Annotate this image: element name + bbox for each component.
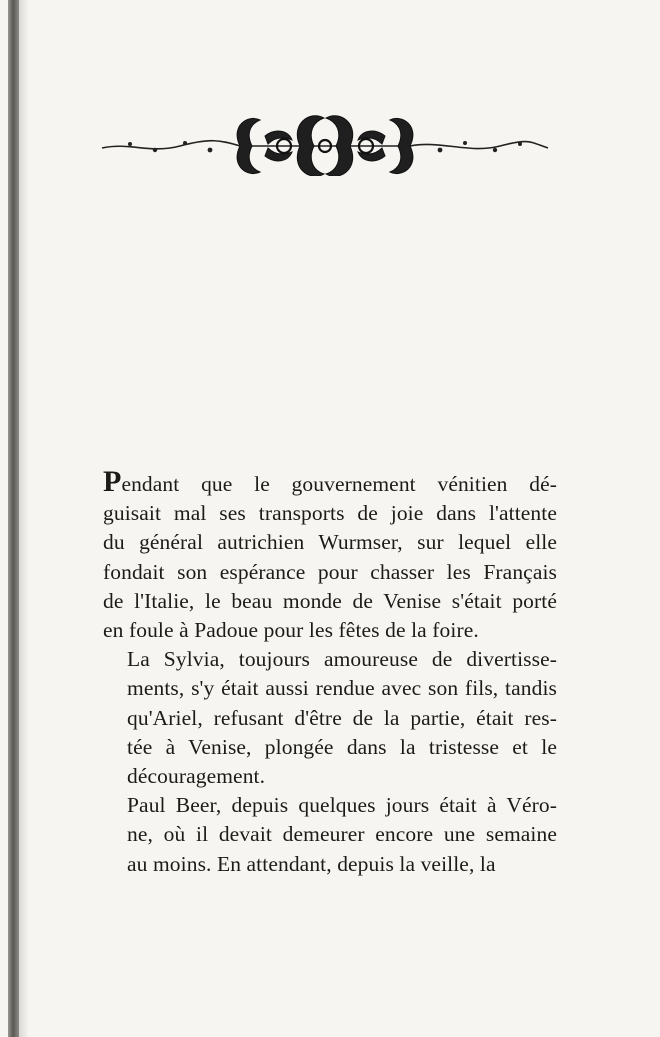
book-spine-edge bbox=[8, 0, 19, 1037]
floral-vine-icon bbox=[100, 106, 550, 176]
text-line bbox=[103, 465, 557, 499]
text-line: tée à Venise, plongée dans la tristesse et le bbox=[127, 734, 557, 759]
text-line: ne, où il devait demeurer encore une semaine bbox=[127, 822, 557, 847]
text-line: guisait mal ses transports de joie dans l'attente bbox=[103, 501, 557, 526]
text-line: au moins. En attendant, depuis la veille, la bbox=[127, 851, 496, 876]
text-line: découragement. bbox=[127, 764, 266, 789]
text-line: qu'Ariel, refusant d'être de la partie, était res- bbox=[127, 705, 557, 730]
text-line: du général autrichien Wurmser, sur lequel elle bbox=[103, 530, 557, 555]
paragraph bbox=[103, 791, 557, 879]
text-line: ments, s'y était aussi rendue avec son fils, tandis bbox=[127, 676, 557, 701]
body-text bbox=[103, 465, 557, 879]
paragraph bbox=[103, 645, 557, 791]
gutter-shadow bbox=[19, 0, 29, 1037]
text-line: La Sylvia, toujours amoureuse de divertisse- bbox=[127, 647, 557, 672]
text-line: fondait son espérance pour chasser les Français bbox=[103, 559, 557, 584]
text-line: de l'Italie, le beau monde de Venise s'était porté bbox=[103, 588, 557, 613]
text-line: Paul Beer, depuis quelques jours était à Véro- bbox=[127, 793, 557, 818]
drop-cap: P bbox=[103, 465, 122, 498]
paragraph bbox=[103, 465, 557, 645]
text-line-rest: endant que le gouvernement vénitien dé- bbox=[121, 472, 557, 496]
text-line: en foule à Padoue pour les fêtes de la foire. bbox=[103, 618, 479, 643]
